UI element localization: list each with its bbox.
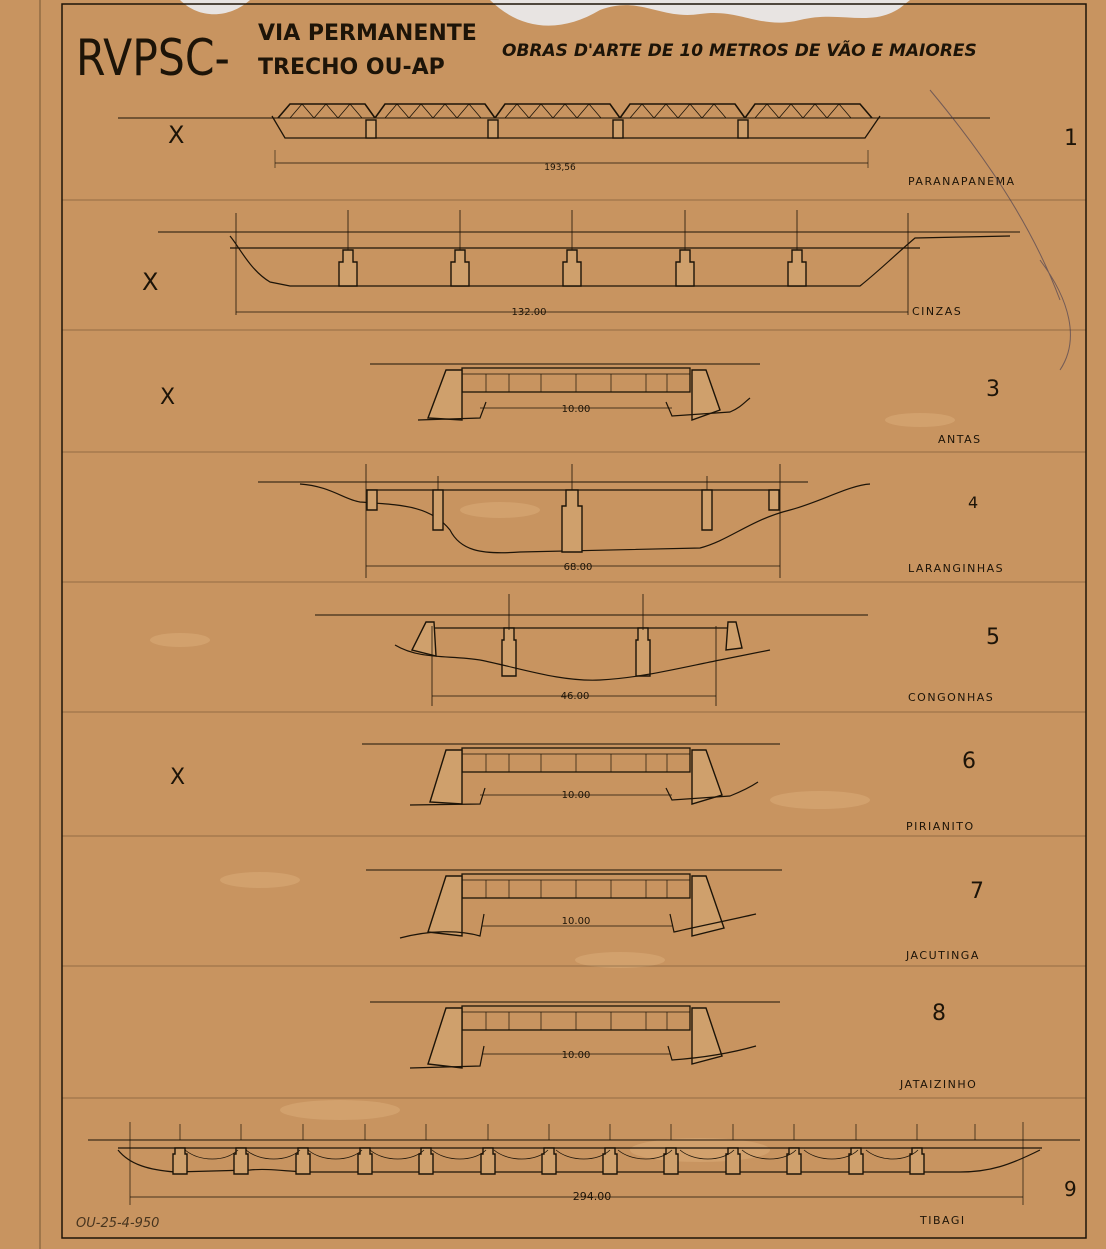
pencil-mark: X: [160, 385, 176, 410]
span-label: 10.00: [561, 790, 591, 801]
bridge-jataizinho: [370, 1001, 977, 1091]
bridge-name: CONGONHAS: [908, 691, 995, 704]
span-label: 10.00: [561, 916, 591, 927]
drawing-stamp: OU-25-4-950: [76, 1216, 160, 1231]
bridge-name: LARANGINHAS: [908, 562, 1005, 575]
span-label: 132.00: [511, 307, 547, 318]
row-number: 7: [970, 879, 984, 904]
bridge-laranginhas: [258, 464, 1004, 578]
bridge-pirianito: [170, 744, 976, 833]
pier: [419, 1148, 433, 1174]
row-number: 1: [1064, 126, 1078, 151]
row-number: 9: [1064, 1177, 1077, 1201]
bridge-name: CINZAS: [912, 305, 963, 318]
bridge-paranapanema: [118, 104, 1078, 188]
pier: [173, 1148, 187, 1174]
row-number: 5: [986, 625, 1000, 650]
pencil-mark: X: [142, 268, 159, 296]
bridge-jacutinga: [366, 870, 984, 962]
bridge-congonhas: [315, 594, 1000, 706]
bridge-antas: [160, 364, 1000, 446]
bridge-name: PIRIANITO: [906, 820, 975, 833]
span-label: 10.00: [561, 404, 591, 415]
bridge-name: PARANAPANEMA: [908, 175, 1016, 188]
paper-stains: [150, 413, 955, 1162]
pier: [726, 1148, 740, 1174]
torn-edge: [180, 0, 250, 14]
span-label: 10.00: [561, 1050, 591, 1061]
bridge-name: ANTAS: [938, 433, 982, 446]
row-number: 3: [986, 377, 1000, 402]
row-number: 4: [968, 493, 979, 512]
pier: [603, 1148, 617, 1174]
span-label: 46.00: [560, 691, 590, 702]
span-label: 193,56: [544, 163, 576, 173]
pencil-scribble: [930, 90, 1070, 370]
header-line2: TRECHO OU-AP: [258, 55, 445, 80]
row-separators: [62, 200, 1086, 1098]
pier: [664, 1148, 678, 1174]
row-number: 6: [962, 749, 976, 774]
span-label: 68.00: [563, 562, 593, 573]
pencil-mark: X: [170, 765, 186, 790]
bridge-name: JATAIZINHO: [900, 1078, 978, 1091]
header-line1: VIA PERMANENTE: [258, 21, 477, 46]
drawing-subtitle: OBRAS D'ARTE DE 10 METROS DE VÃO E MAIORES: [502, 41, 977, 61]
row-number: 8: [932, 1001, 946, 1026]
bridge-name: JACUTINGA: [906, 949, 980, 962]
pier: [481, 1148, 495, 1174]
bridge-name: TIBAGI: [920, 1214, 966, 1227]
span-label: 294.00: [572, 1190, 612, 1203]
bridge-tibagi: [88, 1122, 1080, 1227]
drawing-code: RVPSC-: [76, 28, 230, 87]
pencil-mark: X: [168, 121, 185, 149]
pier: [910, 1148, 924, 1174]
pier: [542, 1148, 556, 1174]
